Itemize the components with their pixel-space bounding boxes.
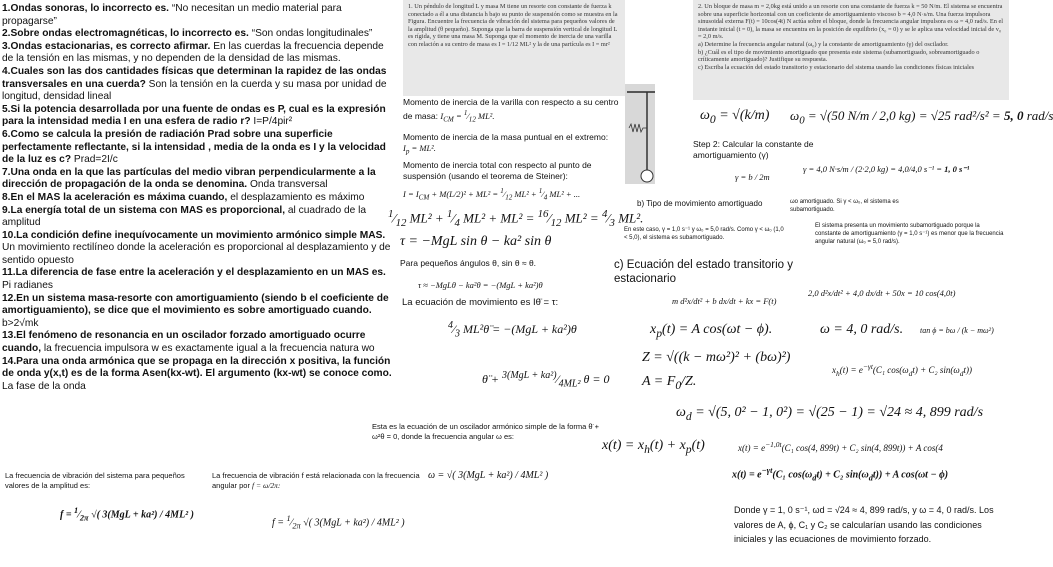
qa-item [2, 28, 394, 41]
eq-omega: ω = √( 3(MgL + ka²) / 4ML² ) [428, 470, 549, 481]
qa-answer: Un movimiento rectilíneo donde la aceleración es proporcional al desplazamiento y de sentido opuesto [2, 242, 391, 266]
qa-question: 10.La condición define inequívocamente un movimiento armónico simple MAS. [2, 229, 386, 241]
eq-frequency: $f = ^1⁄_{2\pi}$ √( 3(MgL + ka²) / 4ML² ) [272, 514, 405, 531]
eq-x-final: $x(t) = e^{-\gamma t}(C_1$ $\cos(\omega_dt) + C_2$ $\sin(\omega_dt)) + A$ cos(ωt − ϕ) [732, 466, 949, 483]
problem-2-text: 2. Un bloque de masa m = 2,0kg está unido a un resorte con una constante de fuerza k = 50 N/m. El sistema se encuentra sobre una superficie horizontal con un coeficiente de amortiguamiento viscoso b = 4,0 N·s/m. Una fuerza impulsora sinusoidal externa F(t) = 10cos(4t) N actúa sobre el bloque, donde la frecuencia angular impulsora es ω = 4,0 rad/s. En el instante inicial (t = 0), la masa se encuentra en la posición de equilibrio (x₀ = 0) y se le aplica una velocidad inicial de v₀ = 2,0 m/s. a) Determine la frecuencia angular natural (ω₀) y la constante de amortiguamiento (γ) del oscilador. b) ¿Cuál es el tipo de movimiento amortiguado que presenta este sistema (subamortiguado, sobreamortiguado o críticamente amortiguado)? Justifique su respuesta. c) Escriba la ecuación del estado transitorio y estacionario del sistema usando las condiciones físicas iniciales [698, 3, 1004, 71]
inertia-rod-label: Momento de inercia de la varilla con respecto a su centro de masa: $I_{CM}$ = $^1⁄_{12}$ ML². [403, 97, 619, 124]
b-conclusion: El sistema presenta un movimiento subamortiguado porque la constante de amortiguamiento (γ = 1,0 s⁻¹) es menor que la frecuencia angular natural (ω₀ = 5,0 rad/s). [815, 223, 1004, 245]
eq-motion: $^4⁄_3$ ML²θ̈ = −(MgL + ka²)θ [448, 320, 577, 340]
qa-item [2, 66, 394, 104]
b-case: En este caso, γ = 1,0 s⁻¹ y ω₀ = 5,0 rad/s. Como γ < ω₀ (1,0 < 5,0), el sistema es subamortiguado. [624, 227, 784, 241]
small-angle-label: Para pequeños ángulos θ, sin θ ≈ θ. [400, 258, 537, 268]
qa-question: 13.El fenómeno de resonancia en un oscilador forzado amortiguado ocurre cuando, [2, 330, 366, 355]
qa-item [2, 267, 394, 292]
qa-item [2, 41, 394, 66]
qa-question: 2.Sobre ondas electromagnéticas, lo incorrecto es. [2, 28, 249, 40]
qa-item [2, 293, 394, 331]
eq-gamma: γ = b / 2m [735, 172, 770, 182]
eq-torque: τ = −MgL sin θ − ka² sin θ [400, 234, 552, 249]
qa-question: 3.Ondas estacionarias, es correcto afirmar. [2, 40, 211, 52]
qa-question: 14.Para una onda armónica que se propaga en la dirección x positiva, la función de onda y(x,t) es de la forma Asen(kx-wt). El argumento (kx-wt) se conoce como. [2, 355, 392, 380]
qa-answer: el desplazamiento es máximo [227, 191, 365, 203]
qa-question: 4.Cuales son las dos cantidades físicas que determinan la rapidez de las ondas transversales en una cuerda? [2, 65, 387, 90]
qa-answer: En las cuerdas la frecuencia depende de la tensión en las mismas, y no dependen de la densidad de las mismas. [2, 40, 384, 65]
eq-total-inertia: $I = I_{CM} + M(L/2)^2 + ML^2$ = $^1⁄_{12}$ $ML^2 + ^1⁄_4$ ML² + ... [403, 187, 581, 202]
qa-answer: “Son ondas longitudinales” [248, 28, 373, 40]
final-note: Donde γ = 1, 0 s⁻¹, ωd = √24 ≈ 4, 899 rad/s, y ω = 4, 0 rad/s. Los valores de A, ϕ, C₁ y C₂ se calcularían usando las condiciones iniciales y las ecuaciones de movimiento forzado. [734, 505, 994, 544]
eq-amplitude: $A = F_0/Z$. [642, 374, 697, 392]
eq-forced-ode-values: 2,0 d²x/dt² + 4,0 dx/dt + 50x = 10 cos(4,0t) [808, 288, 956, 298]
motion-eq-label: La ecuación de movimiento es Iθ̈ = τ: [402, 297, 559, 308]
eq-gamma-value: γ = 4,0 N·s/m / (2·2,0 kg) = 4,0/4,0 s⁻¹ = 1, 0 s⁻¹ [803, 164, 970, 174]
qa-question: 7.Una onda en la que las partículas del medio vibran perpendicularmente a la dirección de propagación de la onda se denomina. [2, 166, 376, 191]
c-title: c) Ecuación del estado transitorio y estacionario [614, 259, 793, 285]
step2-label: Step 2: Calcular la constante de amortiguamiento (γ) [693, 139, 814, 160]
eq-frequency-result: $f = ^1⁄_{2\pi}$ √( 3(MgL + ka²) / 4ML² ) [60, 506, 195, 523]
eq-omega-d: $\omega_d = √(5$, 0² − 1, 0²) = √(25 − 1) = √24 ≈ 4, 899 rad/s [676, 405, 984, 423]
qa-question: 6.Como se calcula la presión de radiación Prad sobre una superficie perfectamente reflectante, si la intensidad , media de la onda es I y la velocidad de la luz es c? [2, 128, 386, 166]
problem-1-scan [403, 0, 625, 96]
qa-item [2, 330, 394, 355]
qa-answer: Pi radianes [2, 280, 53, 292]
qa-answer: la frecuencia impulsora w es exactamente igual a la frecuencia natura wo [41, 343, 375, 355]
qa-item [2, 3, 394, 28]
qa-question: 9.La energía total de un sistema con MAS es proporcional, [2, 204, 286, 216]
qa-item [2, 192, 394, 205]
eq-sho: θ̈ + $^{3(MgL + ka^2)}⁄_{4ML^2}$ θ = 0 [482, 370, 610, 390]
qa-answer: I=P/4pir² [250, 116, 293, 128]
eq-xp: $x_p(t) = A$ cos(ωt − ϕ). [650, 322, 773, 340]
qa-question: 12.En un sistema masa-resorte con amortiguamiento (siendo b el coeficiente de amortiguamiento), se dice que el movimiento es sobre amortiguado cuando. [2, 292, 389, 317]
b-note: ωo amortiguado. Si γ < ω₀, el sistema es subamortiguado. [790, 199, 899, 213]
eq-omega0: $\omega_0 = √(k/m)$ [700, 108, 770, 126]
qa-answer: al cuadrado de la amplitud [2, 204, 367, 229]
qa-answer: b>2√mk [2, 317, 39, 329]
freq-relation-label: La frecuencia de vibración f está relacionada con la frecuencia angular por f = ω/2π: [212, 471, 420, 490]
qa-item [2, 205, 394, 230]
qa-answer: La fase de la onda [2, 380, 86, 392]
qa-item [2, 129, 394, 167]
qa-answer: Son la tensión en la cuerda y su masa por unidad de longitud, densidad lineal [2, 78, 387, 103]
eq-x-expanded: $x(t) = e^{-1,0t}(C_1$ cos(4, 899t) + C₂ sin(4, 899t)) + A cos(4 [738, 440, 943, 453]
qa-answer: “No necesitan un medio material para propagarse” [2, 3, 342, 27]
eq-impedance: Z = √((k − mω²)² + (bω)²) [642, 350, 791, 365]
qa-item [2, 356, 394, 394]
eq-x-total: $x(t) = x_h(t) + x_p(t)$ [602, 438, 705, 456]
b-label: b) Tipo de movimiento amortiguado [637, 199, 763, 208]
pendulum-figure [625, 88, 657, 186]
eq-torque-approx: τ ≈ −MgLθ − ka²θ = −(MgL + ka²)θ [418, 280, 543, 290]
qa-question: 8.En el MAS la aceleración es máxima cuando, [2, 191, 228, 203]
qa-question: 11.La diferencia de fase entre la aceleración y el desplazamiento en un MAS es. [2, 267, 386, 279]
eq-omega-drive: ω = 4, 0 rad/s. [820, 322, 904, 337]
eq-inertia-sum: $^1⁄_{12}$ $ML^2 + ^1⁄_4$ $ML^2 + ML^2 = ^{16}⁄_{12}$ $ML^2 = ^4⁄_3$ ML². [388, 208, 644, 229]
eq-omega0-value: $\omega_0 = √(50$ N/m / 2,0 kg) = √25 rad²/s² = 5, 0 rad/s [790, 108, 1053, 127]
eq-forced-ode: m d²x/dt² + b dx/dt + kx = F(t) [672, 296, 777, 306]
inertia-point-label: Momento de inercia de la masa puntual en el extremo: $I_p = ML^2$. [403, 132, 609, 156]
qa-question: 5.Si la potencia desarrollada por una fuente de ondas es P, cual es la expresión para la intensidad media I en una esfera de radio r? [2, 103, 386, 128]
qa-item [2, 104, 394, 129]
qa-item [2, 230, 394, 268]
qa-question: 1.Ondas sonoras, lo incorrecto es. [2, 3, 170, 14]
qa-item [2, 167, 394, 192]
problem-2-scan [693, 0, 1009, 100]
qa-answer: Onda transversal [247, 179, 328, 191]
sho-label: Esta es la ecuación de un oscilador armónico simple de la forma θ̈ + ω²θ = 0, donde la frecuencia angular ω es: [372, 422, 599, 441]
qa-list [2, 3, 394, 393]
freq-result-label: La frecuencia de vibración del sistema para pequeños valores de la amplitud es: [5, 471, 185, 490]
qa-answer: Prad=2I/c [71, 154, 118, 166]
steiner-label: Momento de inercia total con respecto al punto de suspensión (usando el teorema de Steiner): [403, 160, 592, 181]
problem-1-text: 1. Un péndulo de longitud L y masa M tiene un resorte con constante de fuerza k conectado a él a una distancia h bajo su punto de suspensión como se muestra en la Figura. Encuentre la frecuencia de vibración del sistema para pequeños valores de la amplitud (θ pequeño). Suponga que la barra de suspensión vertical de longitud L es rígida, y tiene una masa M. Suponga que el momento de inercia de una varilla con relación a su centro de masa es I = 1/12 ML² y la de una partícula es I = mr² [408, 3, 618, 48]
eq-tan-phi: tan ϕ = bω / (k − mω²) [920, 326, 994, 335]
eq-xh: $x_h(t) = e^{-\gamma t}(C_1$ $\cos(\omega_dt) + C_2$ $\sin(\omega_dt)$) [832, 362, 972, 378]
